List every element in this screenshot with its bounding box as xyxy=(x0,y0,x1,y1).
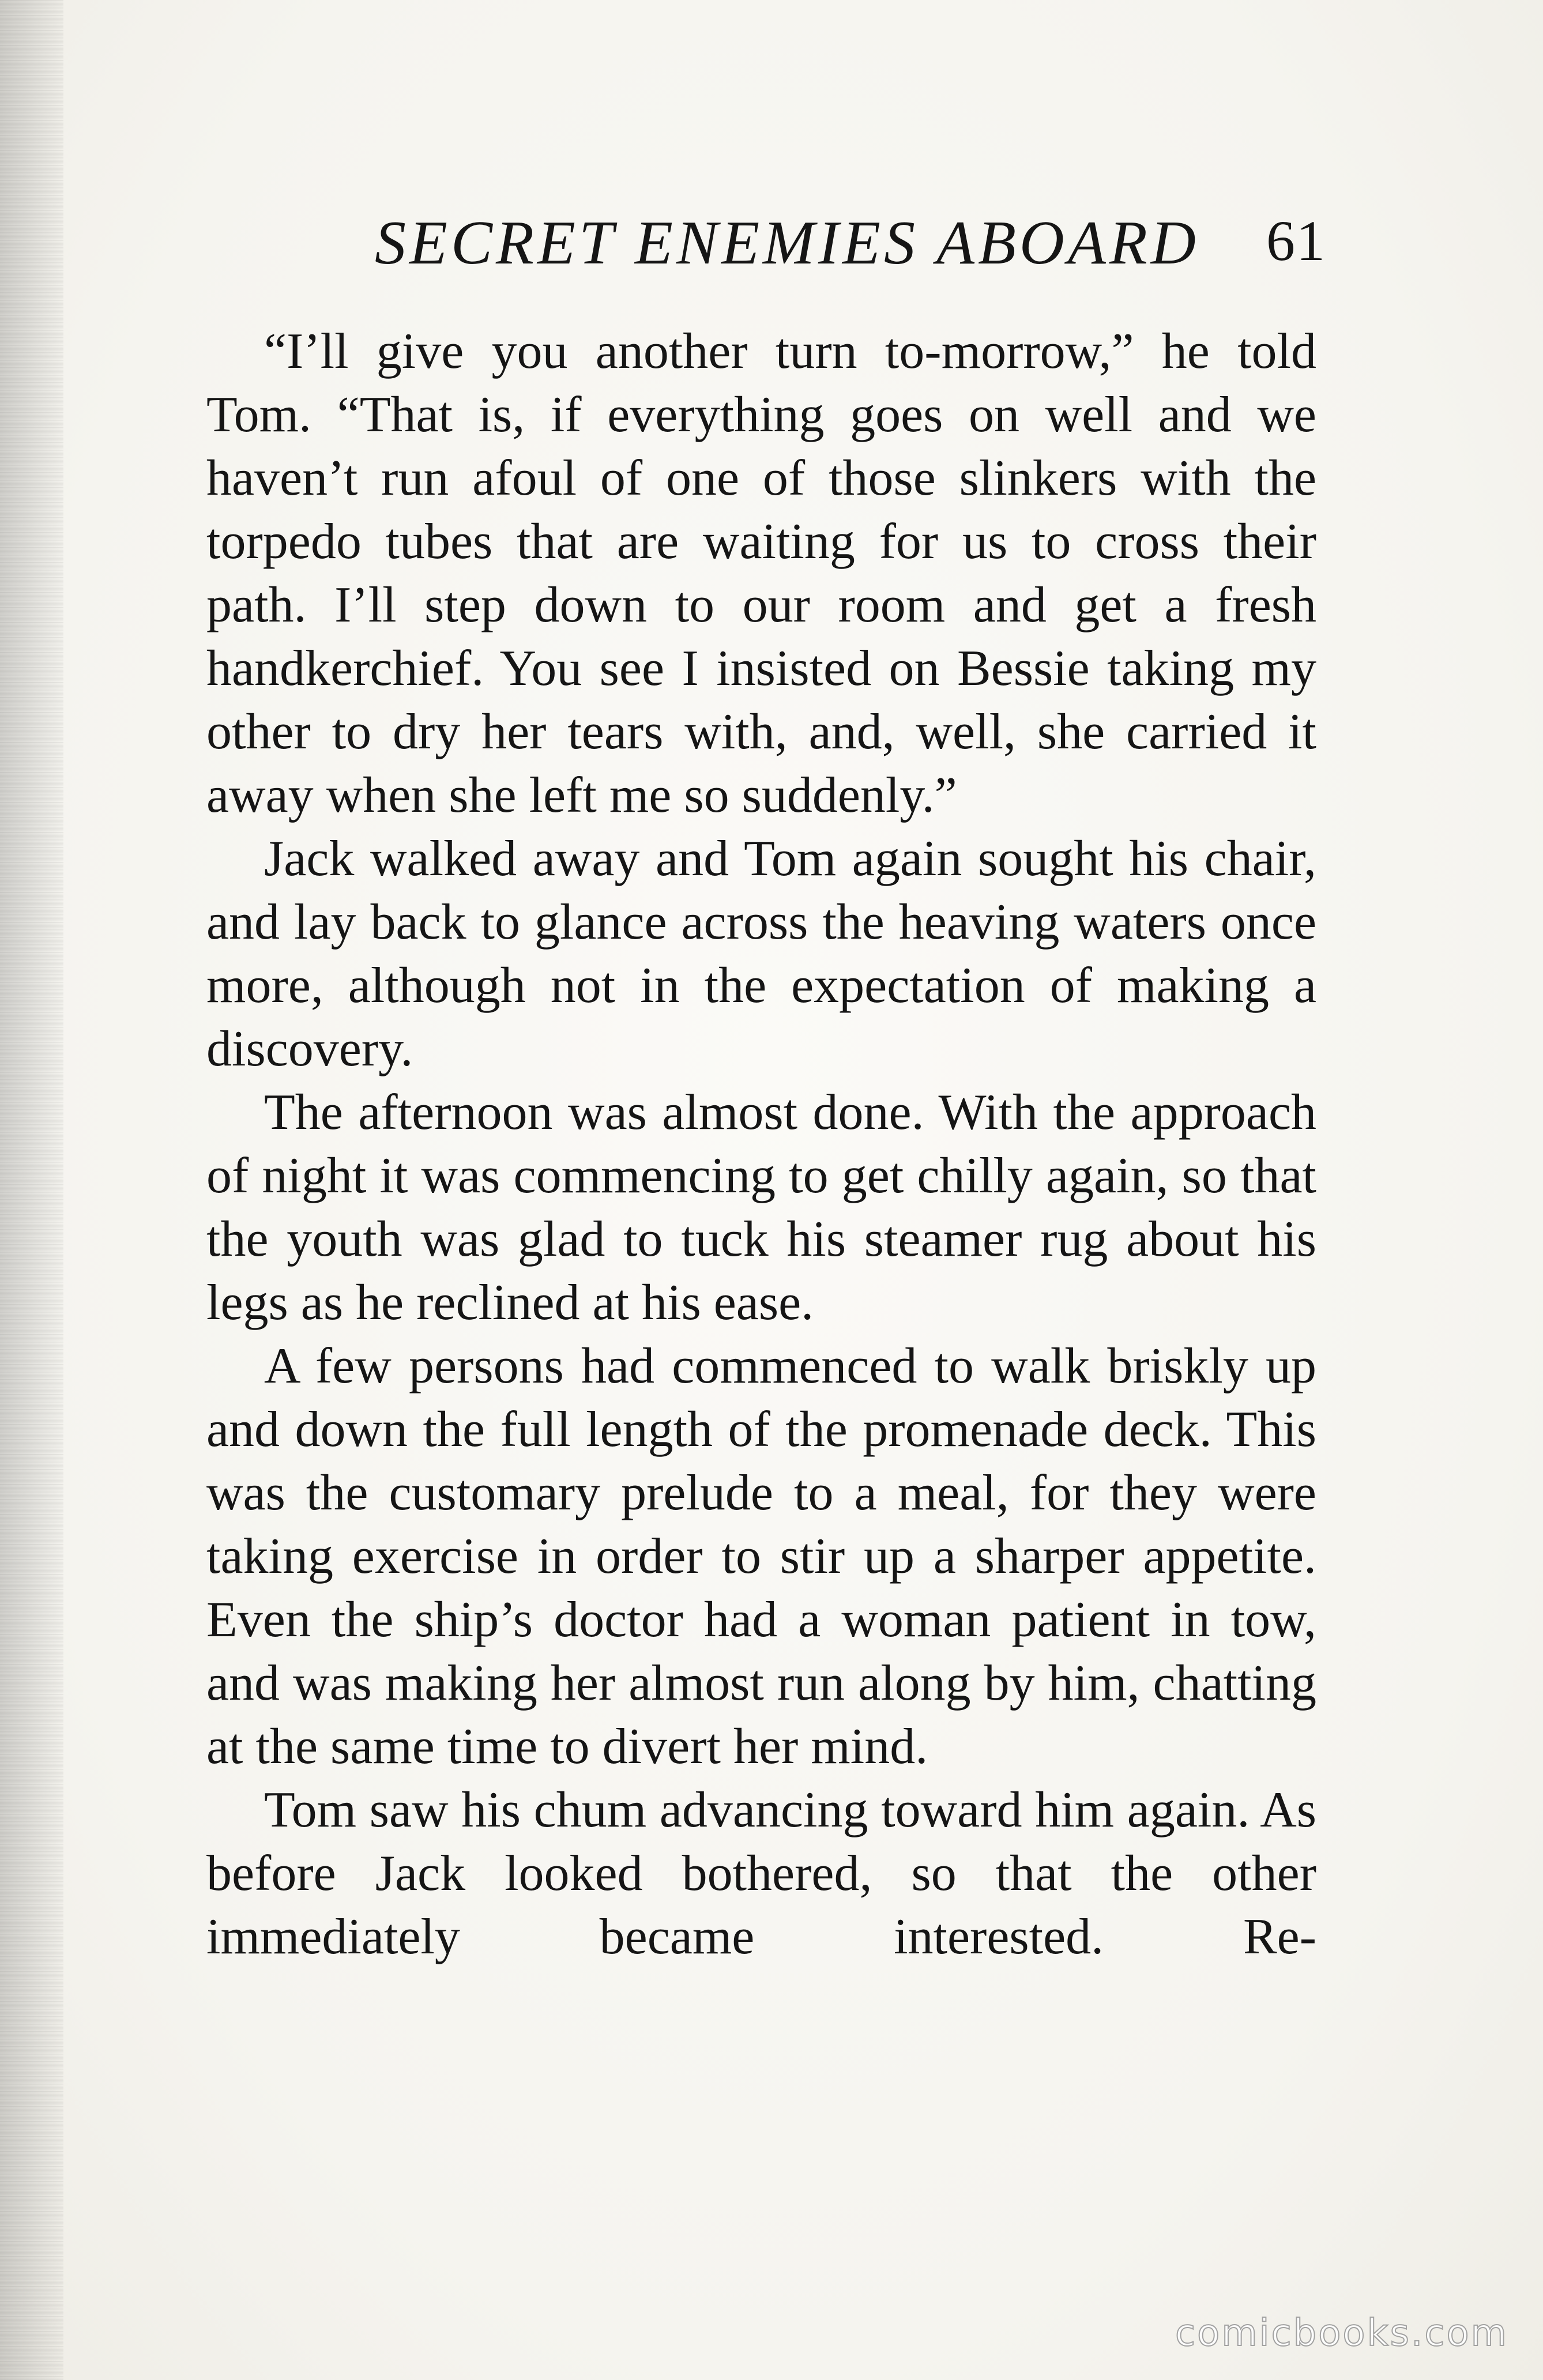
running-head: SECRET ENEMIES ABOARD xyxy=(375,209,1199,277)
paragraph: “I’ll give you another turn to-morrow,” he told Tom. “That is, if everything goes on well and we haven’t run afoul of one of those slinkers with the torpedo tubes that are waiting for us to cross their path. I’ll step down to our room and get a fresh handkerchief. You see I insisted on Bessie taking my other to dry her tears with, and, well, she carried it away when she left me so suddenly.” xyxy=(206,323,1316,823)
page-header xyxy=(375,208,1326,277)
paragraph: A few persons had commenced to walk briskly up and down the full length of the promenade deck. This was the customary prelude to a meal, for they were taking exercise in order to stir up a sharper appetite. Even the ship’s doctor had a woman patient in tow, and was making her almost run along by him, chatting at the same time to divert her mind. xyxy=(206,1338,1316,1775)
paragraph: Jack walked away and Tom again sought his chair, and lay back to glance across the heaving waters once more, although not in the expectation of making a discovery. xyxy=(206,831,1316,1077)
page-number: 61 xyxy=(1266,209,1326,273)
body-text xyxy=(206,320,1316,1969)
paragraph: The afternoon was almost done. With the approach of night it was commencing to get chilly again, so that the youth was glad to tuck his steamer rug about his legs as he reclined at his ease. xyxy=(206,1084,1316,1331)
watermark: comicbooks.com xyxy=(1175,2312,1508,2355)
paragraph: Tom saw his chum advancing toward him again. As before Jack looked bothered, so that the other immediately became interested. Re- xyxy=(206,1782,1316,1965)
page-edge-shadow xyxy=(0,0,63,2380)
